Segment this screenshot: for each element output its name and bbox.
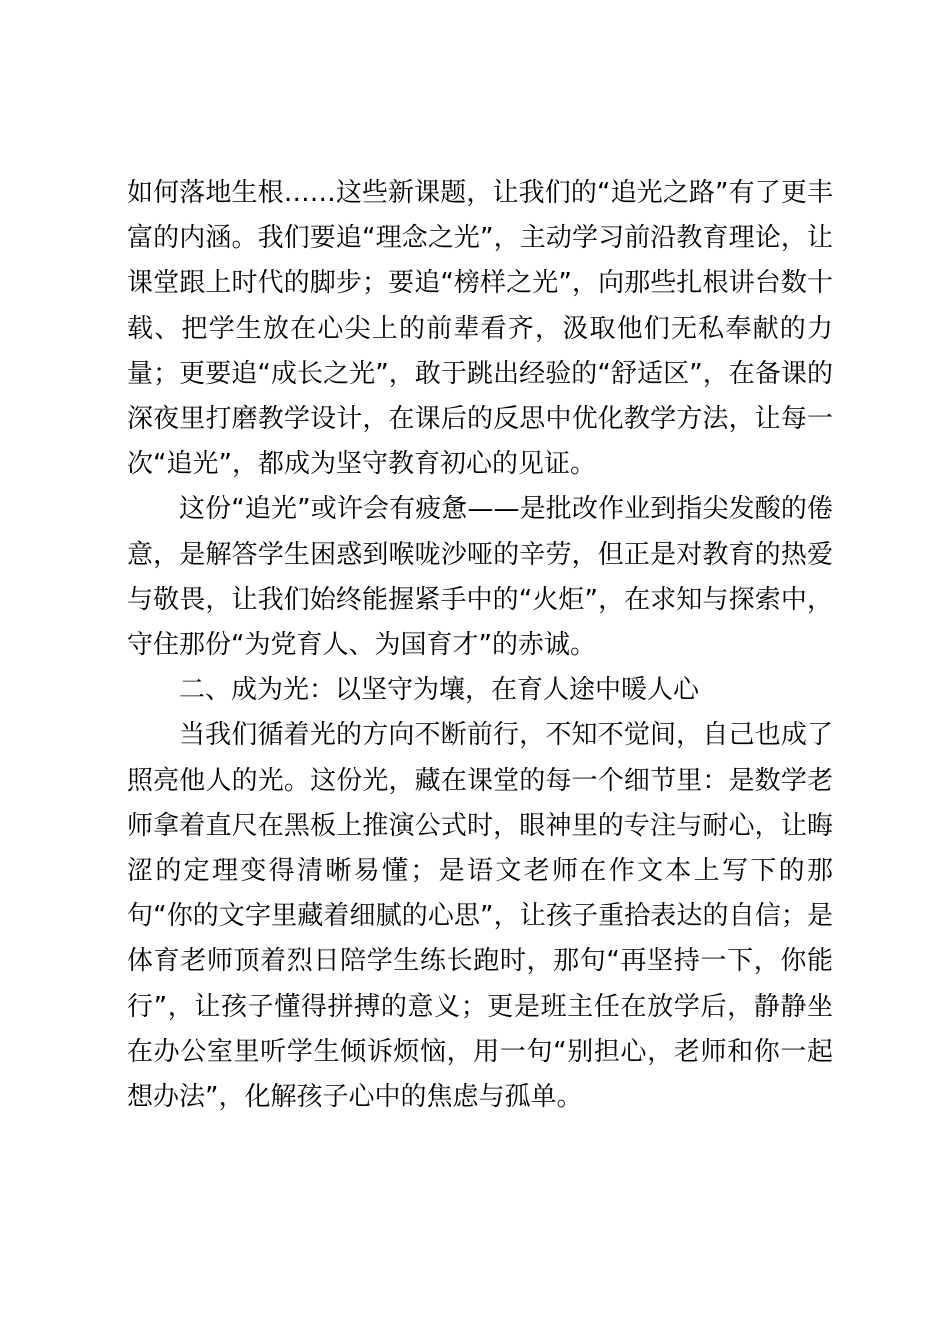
paragraph-continuation: 如何落地生根……这些新课题，让我们的“追光之路”有了更丰富的内涵。我们要追“理念之光”，主动学习前沿教育理论，让课堂跟上时代的脚步；要追“榜样之光”，向那些扎根讲台数十载、把学生放在心尖上的前辈看齐，汲取他们无私奉献的力量；更要追“成长之光”，敢于跳出经验的“舒适区”，在备课的深夜里打磨教学设计，在课后的反思中优化教学方法，让每一次“追光”，都成为坚守教育初心的见证。: [127, 178, 833, 480]
paragraph-fatigue: 这份“追光”或许会有疲惫——是批改作业到指尖发酸的倦意，是解答学生困惑到喉咙沙哑的辛劳，但正是对教育的热爱与敬畏，让我们始终能握紧手中的“火炬”，在求知与探索中，守住那份“为党育人、为国育才”的赤诚。: [127, 494, 833, 661]
paragraph-become-light: 当我们循着光的方向不断前行，不知不觉间，自己也成了照亮他人的光。这份光，藏在课堂的每一个细节里：是数学老师拿着直尺在黑板上推演公式时，眼神里的专注与耐心，让晦涩的定理变得清晰易懂；是语文老师在作文本上写下的那句“你的文字里藏着细腻的心思”，让孩子重拾表达的自信；是体育老师顶着烈日陪学生练长跑时，那句“再坚持一下，你能行”，让孩子懂得拼搏的意义；更是班主任在放学后，静静坐在办公室里听学生倾诉烦恼，用一句“别担心，老师和你一起想办法”，化解孩子心中的焦虑与孤单。: [127, 720, 833, 1113]
document-body: [127, 171, 833, 1120]
section-heading: 二、成为光：以坚守为壤，在育人途中暖人心: [179, 675, 700, 706]
